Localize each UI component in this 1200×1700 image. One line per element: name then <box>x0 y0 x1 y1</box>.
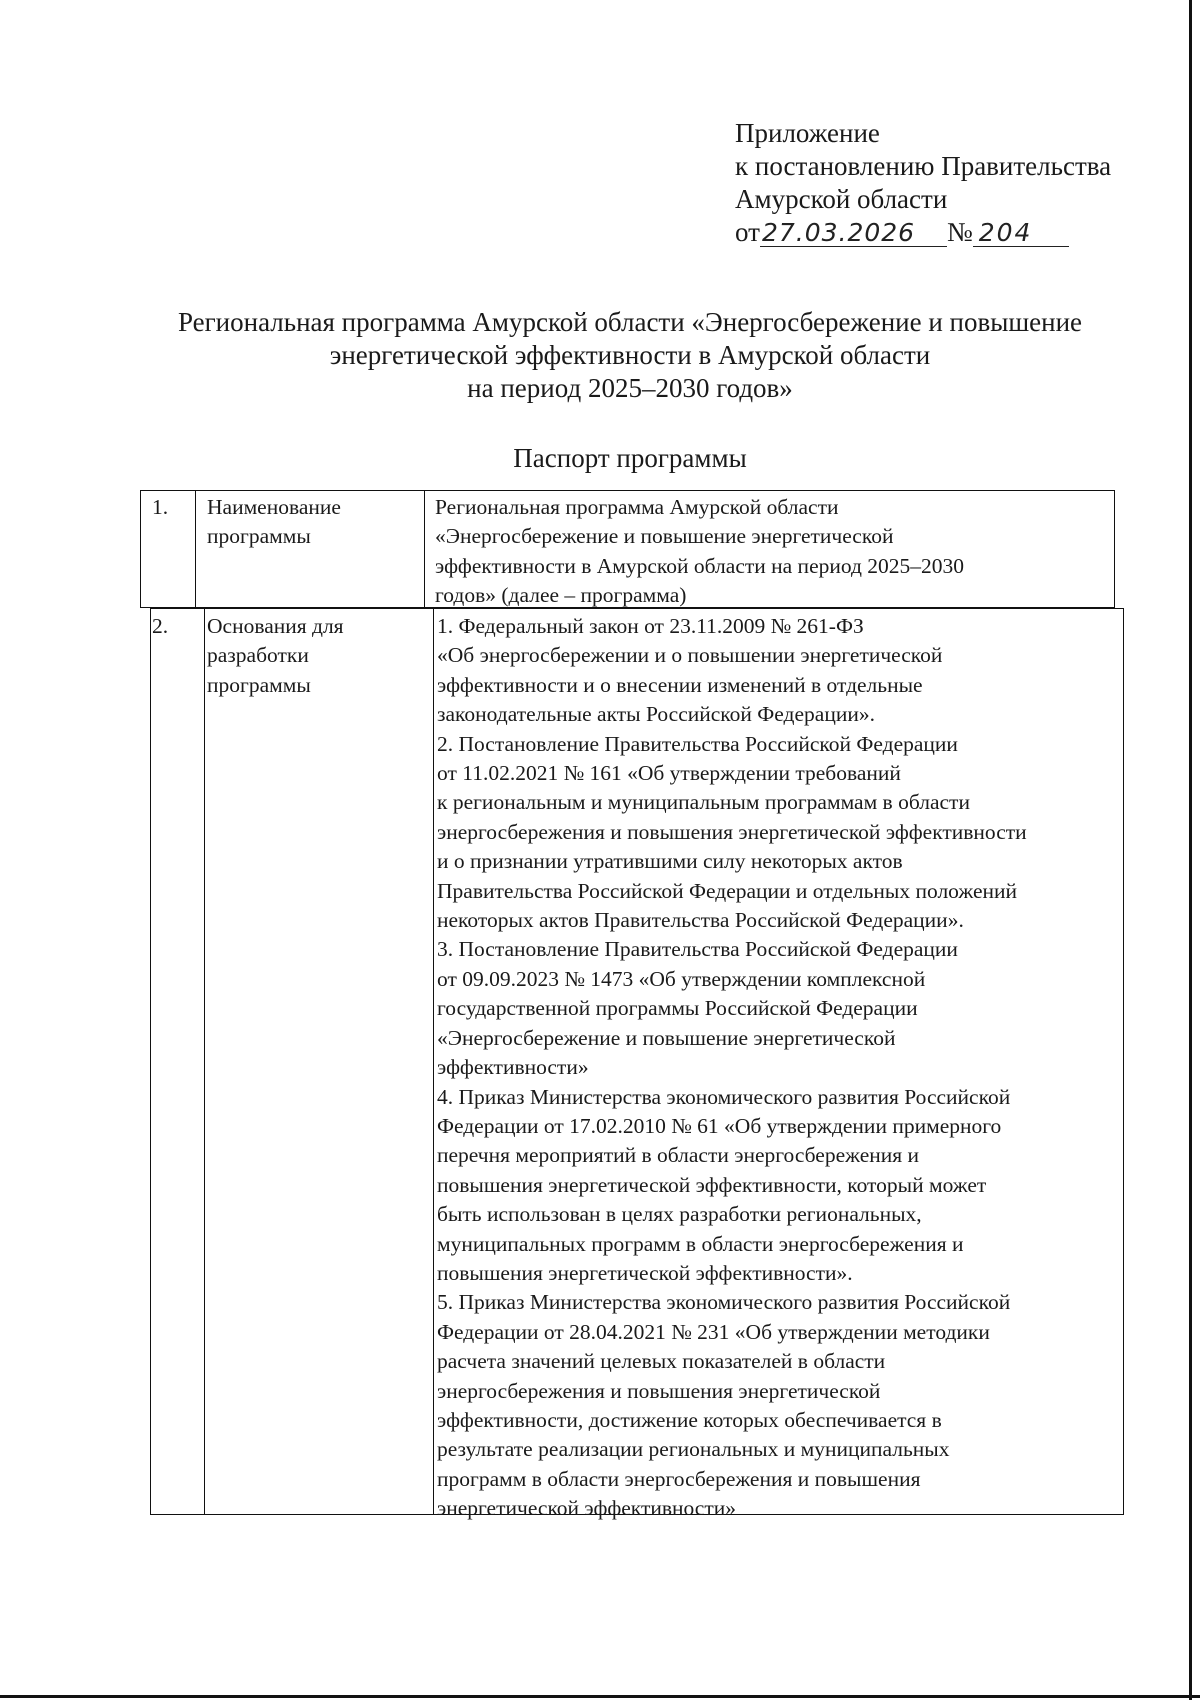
row-2-divider-num <box>204 608 205 1515</box>
row-2-value-line: эффективности» <box>437 1055 589 1080</box>
row-2-name-line: Основания для <box>207 614 344 638</box>
appendix-line-1: Приложение <box>735 118 880 148</box>
row-2-value-line: программ в области энергосбережения и повышения <box>437 1466 921 1491</box>
row-2-value-line: повышения энергетической эффективности, который может <box>437 1172 987 1197</box>
date-prefix: от <box>735 217 760 247</box>
row-2-value-line: «Энергосбережение и повышение энергетической <box>437 1025 896 1050</box>
row-2-value-line: перечня мероприятий в области энергосбережения и <box>437 1143 920 1168</box>
row-2-value-line: законодательные акты Российской Федерации». <box>437 702 875 727</box>
row-2-value-line: Федерации от 17.02.2010 № 61 «Об утверждении примерного <box>437 1113 1002 1138</box>
row-1-value-line: Региональная программа Амурской области <box>435 495 839 519</box>
row-1-value <box>435 493 964 611</box>
title-line-1: Региональная программа Амурской области «Энергосбережение и повышение <box>177 307 1083 337</box>
handwritten-date: 27.03.2026 <box>760 220 947 247</box>
row-2-value-line: энергосбережения и повышения энергетической <box>437 1378 881 1403</box>
row-2-name-line: программы <box>207 672 311 697</box>
row-2-value-line: эффективности и о внесении изменений в отдельные <box>437 672 923 697</box>
row-2-value-line: Правительства Российской Федерации и отдельных положений <box>437 878 1018 903</box>
row-2-value-line: «Об энергосбережении и о повышении энергетической <box>437 643 943 668</box>
row-2-value-line: некоторых актов Правительства Российской Федерации». <box>437 908 964 933</box>
page-edge-right <box>1189 0 1192 1700</box>
row-2-name-line: разработки <box>207 643 309 668</box>
row-2-value-line: результате реализации региональных и муниципальных <box>437 1437 950 1462</box>
row-1-divider-name <box>424 490 425 608</box>
row-1-value-line: «Энергосбережение и повышение энергетической <box>435 524 894 549</box>
document-title <box>130 306 1130 405</box>
appendix-date-line <box>735 216 1111 249</box>
number-sign: № <box>946 217 973 247</box>
row-2-value-line: и о признании утратившими силу некоторых актов <box>437 849 903 874</box>
row-2-value-line: от 11.02.2021 № 161 «Об утверждении требований <box>437 761 901 786</box>
row-2-value-line: от 09.09.2023 № 1473 «Об утверждении комплексной <box>437 966 926 991</box>
row-2-value-line: энергетической эффективности» <box>437 1496 737 1521</box>
row-2-value-line: быть использован в целях разработки региональных, <box>437 1202 922 1227</box>
page-edge-bottom <box>0 1695 1200 1698</box>
row-2-value-line: расчета значений целевых показателей в области <box>437 1349 886 1374</box>
row-2-value-line: Федерации от 28.04.2021 № 231 «Об утверждении методики <box>437 1319 990 1344</box>
handwritten-number: 204 <box>973 220 1069 247</box>
row-2-name <box>207 612 344 700</box>
row-2-value-line: повышения энергетической эффективности». <box>437 1260 853 1285</box>
row-1-value-line: эффективности в Амурской области на период 2025–2030 <box>435 553 965 578</box>
row-1-value-line: годов» (далее – программа) <box>435 583 687 608</box>
row-2-number: 2. <box>152 614 169 638</box>
row-1-name-line: Наименование <box>207 495 341 519</box>
title-line-2: энергетической эффективности в Амурской области <box>329 340 931 370</box>
row-2-value-line: к региональным и муниципальным программам в области <box>437 790 970 815</box>
appendix-line-3: Амурской области <box>735 184 948 214</box>
row-2-value-line: 4. Приказ Министерства экономического развития Российской <box>437 1084 1011 1109</box>
row-2-value-line: 5. Приказ Министерства экономического развития Российской <box>437 1290 1011 1315</box>
row-2-value-line: 3. Постановление Правительства Российской Федерации <box>437 937 958 962</box>
row-2-value-line: 2. Постановление Правительства Российской Федерации <box>437 731 958 756</box>
appendix-line-2: к постановлению Правительства <box>735 151 1112 181</box>
row-1-number: 1. <box>152 495 169 519</box>
row-1-name <box>207 493 341 552</box>
row-1-name-line: программы <box>207 524 311 549</box>
appendix-block <box>735 117 1111 249</box>
row-2-divider-name <box>433 608 434 1515</box>
row-2-value-line: государственной программы Российской Федерации <box>437 996 918 1021</box>
row-1-divider-num <box>195 490 196 608</box>
row-2-value-line: эффективности, достижение которых обеспечивается в <box>437 1407 942 1432</box>
row-2-value <box>437 612 1027 1524</box>
row-2-value-line: энергосбережения и повышения энергетической эффективности <box>437 819 1027 844</box>
row-2-value-line: муниципальных программ в области энергосбережения и <box>437 1231 964 1256</box>
title-line-3: на период 2025–2030 годов» <box>467 373 793 403</box>
passport-subtitle: Паспорт программы <box>513 443 747 473</box>
row-2-value-line: 1. Федеральный закон от 23.11.2009 № 261-ФЗ <box>437 614 864 638</box>
